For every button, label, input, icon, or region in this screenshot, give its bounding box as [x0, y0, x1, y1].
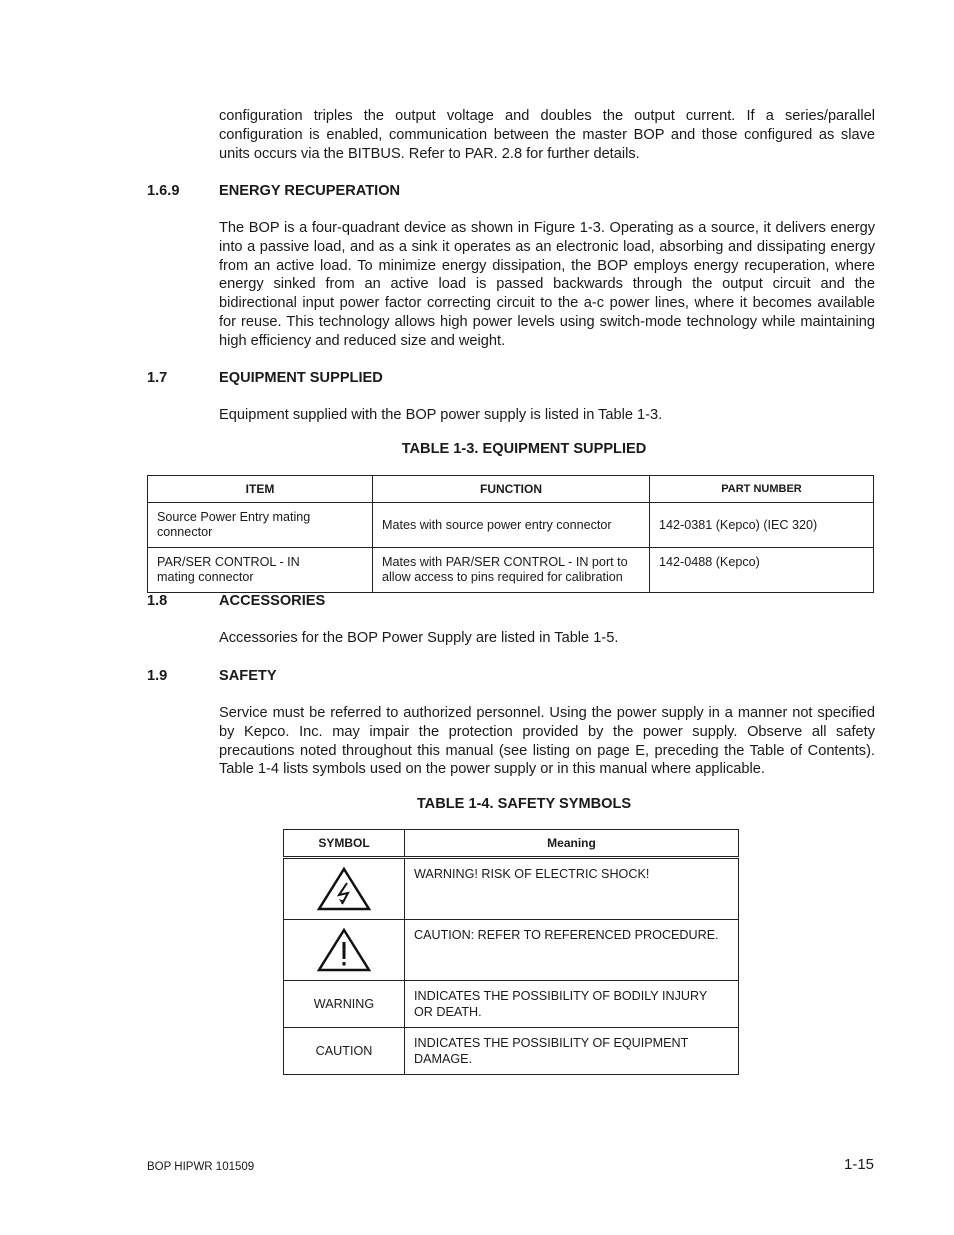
table-cell: 142-0381 (Kepco) (IEC 320): [650, 503, 874, 548]
heading-safety: [147, 668, 277, 684]
column-header: ITEM: [148, 476, 373, 503]
section-title: EQUIPMENT SUPPLIED: [219, 370, 383, 386]
symbol-cell: CAUTION: [284, 1028, 405, 1075]
meaning-cell: CAUTION: REFER TO REFERENCED PROCEDURE.: [405, 920, 739, 981]
table-1-3-caption: TABLE 1-3. EQUIPMENT SUPPLIED: [401, 441, 647, 457]
table-row: [148, 548, 874, 593]
column-header: PART NUMBER: [650, 476, 874, 503]
table-cell: PAR/SER CONTROL - IN mating connector: [148, 548, 373, 593]
table-cell: 142-0488 (Kepco): [650, 548, 874, 593]
column-header: FUNCTION: [373, 476, 650, 503]
column-header: SYMBOL: [284, 830, 405, 858]
safety-symbols-table: [283, 829, 739, 1075]
section-number: 1.7: [147, 370, 168, 386]
energy-recuperation-paragraph: The BOP is a four-quadrant device as shown in Figure 1-3. Operating as a source, it delivers energy into a passive load, and as a sink it operates as an electronic load, absorbing and dissipating energy from an active load. To minimize energy dissipation, the BOP employs energy recuperation, where energy sinked from an active load is passed backwards through the output circuit and the bidirectional input power factor correcting circuit to the a-c power lines, where it becomes available for reuse. This technology allows high power levels using switch-mode technology while maintaining high efficiency and reduced size and weight.: [219, 220, 875, 349]
equipment-supplied-paragraph: Equipment supplied with the BOP power supply is listed in Table 1-3.: [219, 407, 663, 423]
meaning-cell: WARNING! RISK OF ELECTRIC SHOCK!: [405, 858, 739, 920]
equipment-supplied-table: [147, 475, 874, 593]
table-row: [148, 503, 874, 548]
table-1-4-caption: TABLE 1-4. SAFETY SYMBOLS: [416, 796, 632, 812]
intro-paragraph: configuration triples the output voltage and doubles the output current. If a series/parallel configuration is enabled, communication between the master BOP and those configured as slave units occurs via the BITBUS. Refer to PAR. 2.8 for further details.: [219, 108, 875, 162]
section-number: 1.8: [147, 593, 168, 609]
section-title: ACCESSORIES: [219, 593, 326, 609]
section-number: 1.6.9: [147, 183, 180, 199]
table-cell: Mates with source power entry connector: [373, 503, 650, 548]
table-cell: Mates with PAR/SER CONTROL - IN port to allow access to pins required for calibration: [373, 548, 650, 593]
heading-equipment-supplied: [147, 370, 383, 386]
symbol-cell: [284, 858, 405, 920]
column-header: Meaning: [405, 830, 739, 858]
footer-page-number: 1-15: [844, 1156, 875, 1173]
section-title: SAFETY: [219, 668, 277, 684]
table-row: [284, 1028, 739, 1075]
section-title: ENERGY RECUPERATION: [219, 183, 401, 199]
meaning-cell: INDICATES THE POSSIBILITY OF EQUIPMENT DAMAGE.: [405, 1028, 739, 1075]
heading-energy-recuperation: [147, 183, 400, 199]
table-cell: Source Power Entry mating connector: [148, 503, 373, 548]
footer-document-id: BOP HIPWR 101509: [147, 1161, 255, 1173]
meaning-cell: INDICATES THE POSSIBILITY OF BODILY INJURY OR DEATH.: [405, 981, 739, 1028]
symbol-cell: WARNING: [284, 981, 405, 1028]
accessories-paragraph: Accessories for the BOP Power Supply are listed in Table 1-5.: [219, 630, 619, 646]
table-row: [284, 981, 739, 1028]
table-row: [284, 858, 739, 920]
electric-shock-warning-icon: [316, 866, 372, 912]
caution-exclamation-icon: [316, 927, 372, 973]
symbol-cell: [284, 920, 405, 981]
section-number: 1.9: [147, 668, 168, 684]
heading-accessories: [147, 593, 325, 609]
safety-paragraph: Service must be referred to authorized personnel. Using the power supply in a manner not specified by Kepco. Inc. may impair the protection provided by the power supply. Observe all safety precautions noted throughout this manual (see listing on page E, preceding the Table of Contents). Table 1-4 lists symbols used on the power supply or in this manual where applicable.: [219, 705, 875, 778]
table-row: [284, 920, 739, 981]
